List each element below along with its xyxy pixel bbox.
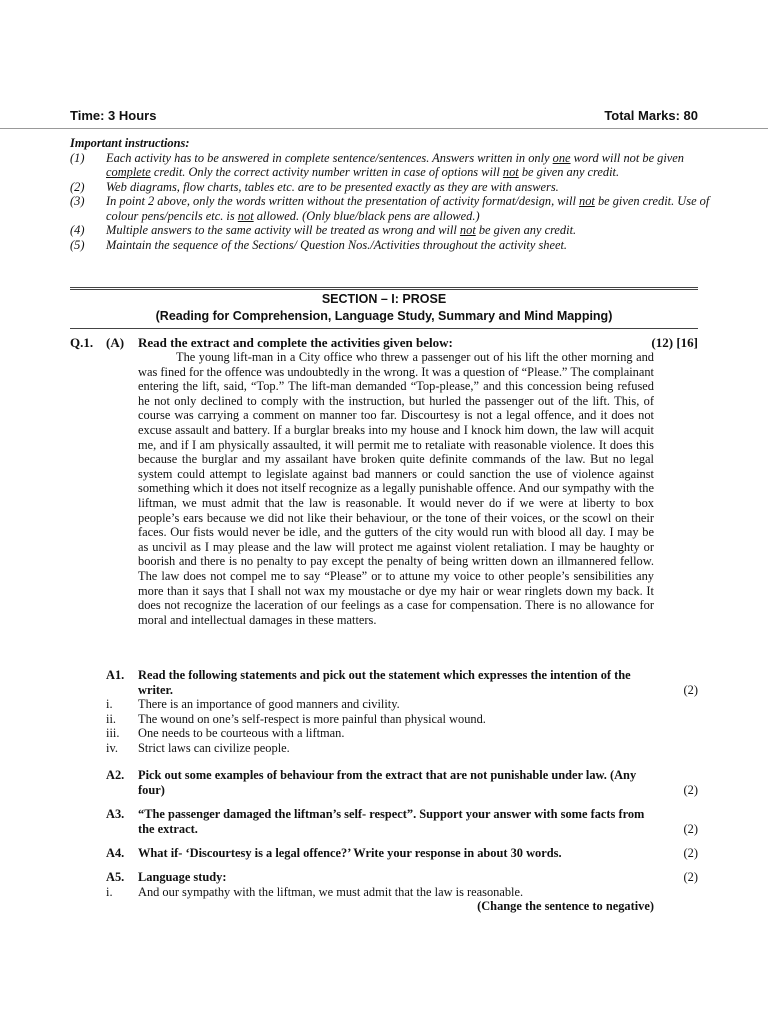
activity-label: A4. (106, 846, 125, 860)
activity-marks: (2) (683, 682, 698, 697)
paper-header (70, 108, 698, 123)
activity-marks: (2) (683, 870, 698, 884)
option-item: iii. One needs to be courteous with a liftman. (106, 726, 345, 741)
activity-label: A3. (106, 807, 125, 821)
activity-a2 (70, 768, 698, 797)
instructions-block (70, 136, 710, 252)
instruction-item: (3) In point 2 above, only the words written without the presentation of activity format/design, will not be given credit. Use of colour pens/pencils etc. is not allowed. (Only blue/black pens are allowed.) (70, 194, 710, 223)
instruction-item: (2) Web diagrams, flow charts, tables etc. are to be presented exactly as they are with answers. (70, 179, 559, 194)
option-item: iv. Strict laws can civilize people. (106, 740, 290, 755)
activity-marks: (2) (683, 782, 698, 797)
activity-text: What if- ‘Discourtesy is a legal offence?’ Write your response in about 30 words. (138, 846, 562, 860)
activity-a3 (70, 807, 698, 836)
activity-text: “The passenger damaged the liftman’s self- respect”. Support your answer with some facts from the extract. (138, 807, 645, 836)
option-item: i. There is an importance of good manners and civility. (106, 697, 400, 712)
activity-text: Pick out some examples of behaviour from the extract that are not punishable under law. (Any four) (138, 768, 637, 797)
instruction-item: (4) Multiple answers to the same activity will be treated as wrong and will not be given any credit. (70, 223, 577, 237)
activity-label: A1. (106, 668, 125, 682)
section-title: SECTION – I: PROSE (321, 292, 447, 306)
language-study-instruction: (Change the sentence to negative) (477, 899, 654, 914)
question-heading (70, 335, 698, 351)
instruction-item: (1) Each activity has to be answered in complete sentence/sentences. Answers written in only one word will not be given complete credit. Only the correct activity number written in case of options will not be given any credit. (70, 150, 685, 179)
instructions-title: Important instructions: (70, 136, 190, 150)
section-bottom-divider (70, 328, 698, 329)
option-item: ii. The wound on one’s self-respect is more painful than physical wound. (106, 711, 486, 726)
activity-a4 (70, 846, 698, 861)
language-study-item: i. And our sympathy with the liftman, we must admit that the law is reasonable. (106, 884, 524, 899)
activity-label: A2. (106, 768, 125, 782)
question-number: Q.1. (70, 335, 94, 350)
header-divider (0, 128, 768, 129)
activity-text: Language study: (138, 870, 227, 884)
activity-marks: (2) (683, 821, 698, 836)
instruction-item: (5) Maintain the sequence of the Sections/ Question Nos./Activities throughout the activity sheet. (70, 237, 567, 252)
activity-a5 (70, 870, 698, 914)
activity-a1 (70, 668, 698, 756)
activity-label: A5. (106, 870, 125, 884)
section-top-divider (70, 287, 698, 290)
reading-passage: The young lift-man in a City office who threw a passenger out of his lift the other morning and was fined for the offence was undoubtedly in the wrong. It was a question of “Please.” The complainant entering the lift, said, “Top.” The lift-man demanded “Top-please,” and this concession being refused he not only declined to comply with the instruction, but hurled the passenger out of the lift. This, of course was carrying a comment on manner too far. Discourtesy is not a legal offence, and it does not excuse assault and battery. If a burglar breaks into my house and I knock him down, the law will acquit me, and if I am physically assaulted, it will permit me to retaliate with reasonable violence. It does this because the burglar and my assailant have broken quite definite commands of the law. But no legal system could attempt to legislate against bad manners or could sanction the use of violence against something which it does not itself recognize as a legally punishable offence. And our sympathy with the liftman, we must admit that the law is reasonable. It would never do if we were at liberty to box people’s ears because we did not like their behaviour, or the tone of their voices, or the scowl on their faces. Our fists would never be idle, and the gutters of the city would run with blood all day. I may be as uncivil as I may please and the law will protect me against violent retaliation. I may be haughty or boorish and there is no penalty to pay except the penalty of being written down an illmannered fellow. The law does not compel me to say “Please” or to attune my voice to other people’s sensibilities any more than it says that I shall not wax my moustache or dye my hair or wear ringlets down my back. It does not recognize the laceration of our feelings as a case for compensation. There is no allowance for moral and intellectual damages in these matters. (138, 350, 654, 627)
question-marks: (12) [16] (651, 335, 698, 350)
activity-marks: (2) (683, 846, 698, 860)
total-marks-label: Total Marks: 80 (604, 108, 698, 123)
question-sub-label: (A) (106, 335, 125, 350)
activity-text: Read the following statements and pick out the statement which expresses the intention of the writer. (138, 668, 631, 697)
section-subtitle: (Reading for Comprehension, Language Study, Summary and Mind Mapping) (155, 309, 613, 323)
question-text: Read the extract and complete the activities given below: (138, 335, 453, 350)
time-label: Time: 3 Hours (70, 108, 157, 123)
